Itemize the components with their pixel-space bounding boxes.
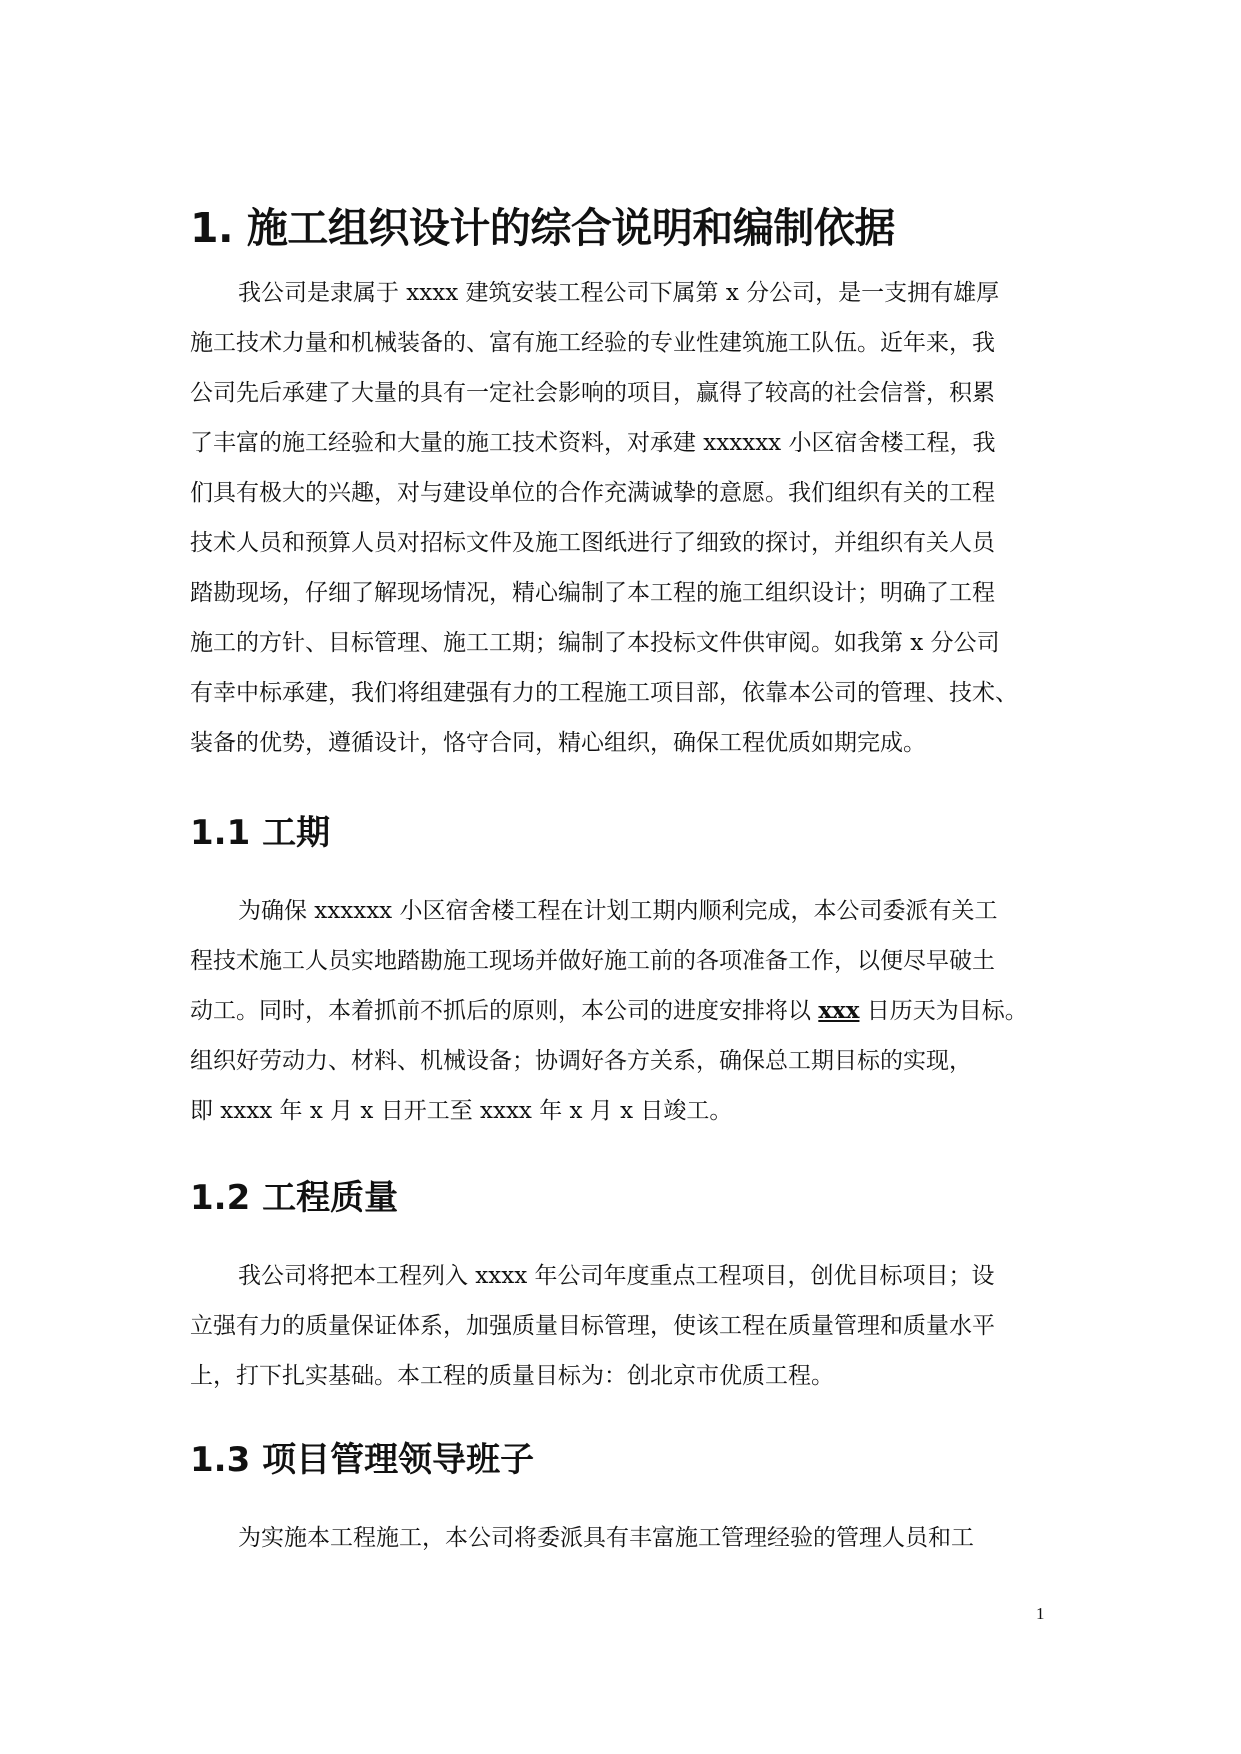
paragraph-line: 公司先后承建了大量的具有一定社会影响的项目，赢得了较高的社会信誉，积累 — [190, 380, 995, 406]
schedule-paragraph — [190, 886, 1052, 1136]
underlined-days: xxx — [818, 997, 860, 1024]
section-heading-quality: 1.2 工程质量 — [190, 1178, 399, 1218]
paragraph-line: 即 xxxx 年 x 月 x 日开工至 xxxx 年 x 月 x 日竣工。 — [190, 1098, 733, 1124]
paragraph-line: 组织好劳动力、材料、机械设备；协调好各方关系，确保总工期目标的实现， — [190, 1048, 972, 1074]
paragraph-line: 们具有极大的兴趣，对与建设单位的合作充满诚挚的意愿。我们组织有关的工程 — [190, 480, 995, 506]
paragraph-line: 技术人员和预算人员对招标文件及施工图纸进行了细致的探讨，并组织有关人员 — [190, 530, 995, 556]
paragraph-line — [190, 986, 1052, 1036]
quality-paragraph — [190, 1251, 1052, 1401]
paragraph-line: 施工技术力量和机械装备的、富有施工经验的专业性建筑施工队伍。近年来，我 — [190, 330, 995, 356]
section-heading-schedule: 1.1 工期 — [190, 813, 331, 853]
paragraph-line: 装备的优势，遵循设计，恪守合同，精心组织，确保工程优质如期完成。 — [190, 730, 926, 756]
text-segment: 日历天为目标。 — [859, 998, 1028, 1024]
paragraph-line: 程技术施工人员实地踏勘施工现场并做好施工前的各项准备工作，以便尽早破土 — [190, 948, 995, 974]
paragraph-line: 为确保 xxxxxx 小区宿舍楼工程在计划工期内顺利完成，本公司委派有关工 — [238, 898, 998, 924]
paragraph-line: 了丰富的施工经验和大量的施工技术资料，对承建 xxxxxx 小区宿舍楼工程，我 — [190, 430, 996, 456]
intro-paragraph — [190, 268, 1052, 768]
paragraph-line: 踏勘现场，仔细了解现场情况，精心编制了本工程的施工组织设计；明确了工程 — [190, 580, 995, 606]
paragraph-line: 立强有力的质量保证体系，加强质量目标管理，使该工程在质量管理和质量水平 — [190, 1313, 995, 1339]
paragraph-line: 我公司将把本工程列入 xxxx 年公司年度重点工程项目，创优目标项目；设 — [238, 1263, 995, 1289]
section-heading-management: 1.3 项目管理领导班子 — [190, 1440, 535, 1480]
page-number: 1 — [1036, 1604, 1045, 1623]
management-paragraph — [190, 1513, 1052, 1563]
paragraph-line: 施工的方针、目标管理、施工工期；编制了本投标文件供审阅。如我第 x 分公司 — [190, 630, 1000, 656]
page-title: 1. 施工组织设计的综合说明和编制依据 — [190, 204, 895, 252]
paragraph-line: 有幸中标承建，我们将组建强有力的工程施工项目部，依靠本公司的管理、技术、 — [190, 680, 1018, 706]
paragraph-line: 我公司是隶属于 xxxx 建筑安装工程公司下属第 x 分公司，是一支拥有雄厚 — [238, 280, 1000, 306]
paragraph-line: 上，打下扎实基础。本工程的质量目标为：创北京市优质工程。 — [190, 1363, 834, 1389]
paragraph-line: 为实施本工程施工，本公司将委派具有丰富施工管理经验的管理人员和工 — [238, 1525, 974, 1551]
text-segment: 动工。同时，本着抓前不抓后的原则，本公司的进度安排将以 — [190, 998, 819, 1024]
